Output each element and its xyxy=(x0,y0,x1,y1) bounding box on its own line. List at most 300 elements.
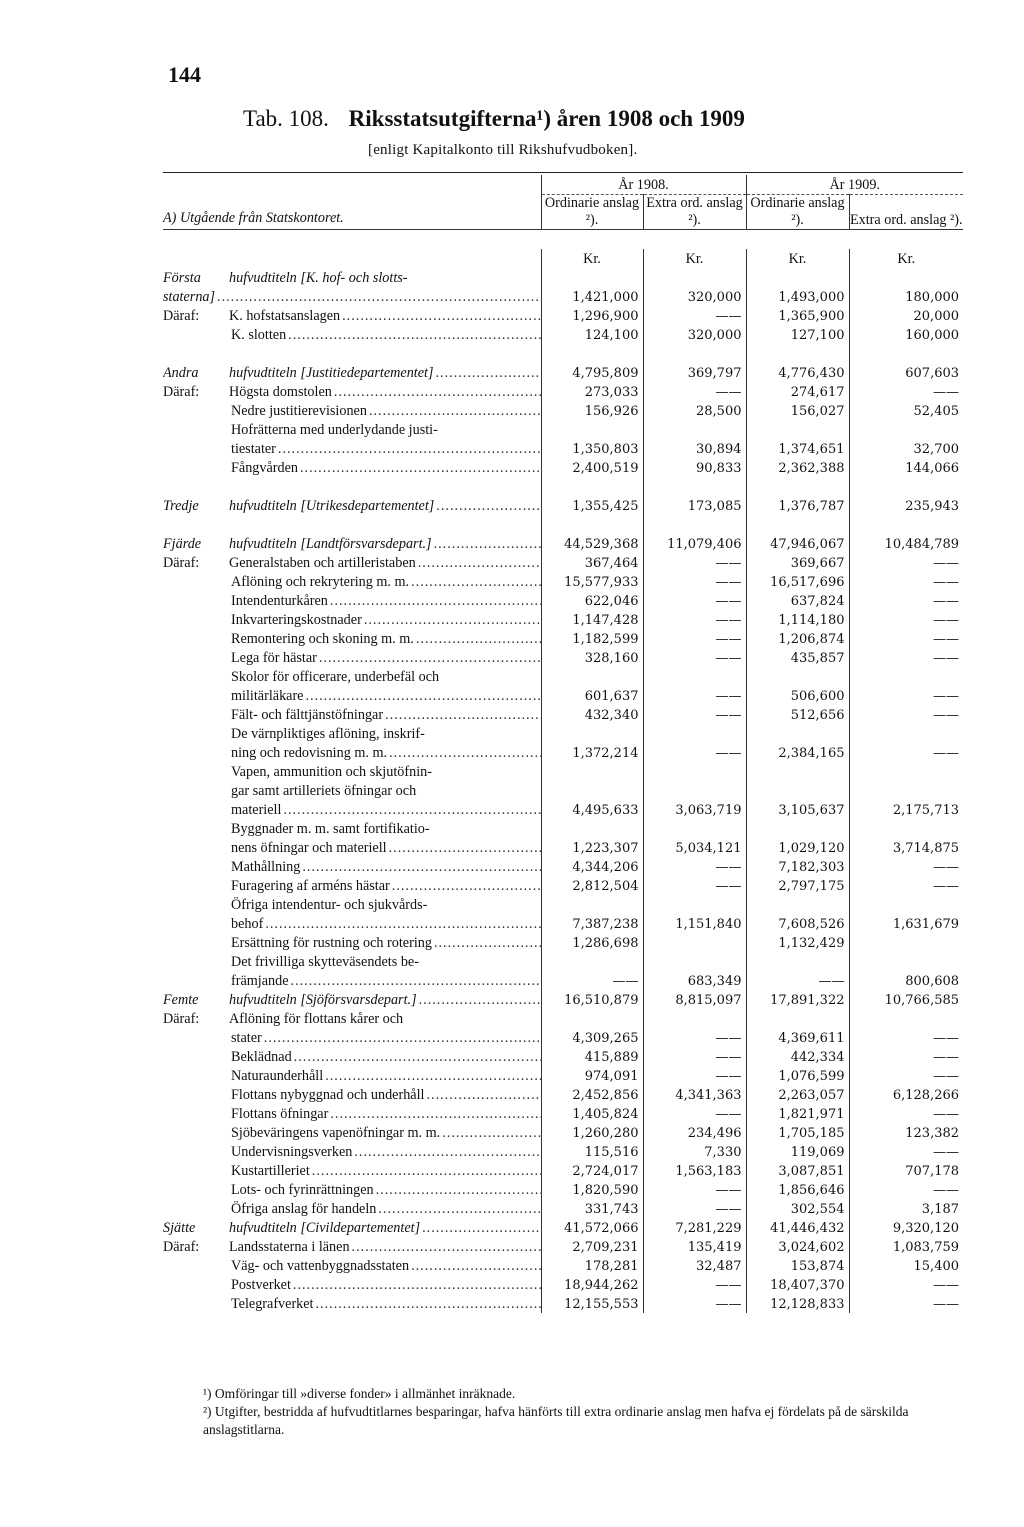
value-ord-1909: 2,362,388 xyxy=(746,458,849,477)
table-row xyxy=(163,363,963,382)
value-extra-1908: 3,063,719 xyxy=(643,800,746,819)
table-row xyxy=(163,1199,963,1218)
value-extra-1908 xyxy=(643,952,746,971)
row-label: K. slotten xyxy=(231,327,287,343)
dot-leader xyxy=(316,1296,541,1313)
value-extra-1909: 707,178 xyxy=(905,1164,960,1179)
value-extra-1908: 90,833 xyxy=(643,458,746,477)
table-row xyxy=(163,705,963,724)
row-label: materiell xyxy=(231,802,282,818)
value-ord-1909 xyxy=(746,895,849,914)
table-row xyxy=(163,382,963,401)
value-ord-1909: 127,100 xyxy=(746,325,849,344)
header-rule xyxy=(163,230,963,250)
value-ord-1908 xyxy=(541,268,643,287)
value-extra-1908: 369,797 xyxy=(643,363,746,382)
value-extra-1909: 123,382 xyxy=(905,1126,960,1141)
value-extra-1908: 1,151,840 xyxy=(643,914,746,933)
table-row xyxy=(163,1180,963,1199)
row-label: Mathållning xyxy=(231,859,301,875)
dot-leader xyxy=(217,289,540,306)
value-ord-1909: 1,076,599 xyxy=(746,1066,849,1085)
dot-leader xyxy=(434,536,541,553)
table-row xyxy=(163,534,963,553)
value-extra-1909: —— xyxy=(933,575,960,590)
table-row xyxy=(163,857,963,876)
dot-leader xyxy=(418,555,541,572)
row-label: De värnpliktiges aflöning, inskrif- xyxy=(231,726,425,742)
row-prefix: Däraf: xyxy=(163,1011,200,1027)
top-rule xyxy=(163,172,963,173)
value-extra-1908: 683,349 xyxy=(643,971,746,990)
value-ord-1908: 124,100 xyxy=(541,325,643,344)
value-ord-1909: 435,857 xyxy=(746,648,849,667)
row-label: Landsstaterna i länen xyxy=(229,1239,350,1255)
table-row xyxy=(163,781,963,800)
row-label: stater xyxy=(231,1030,262,1046)
row-label: Vapen, ammunition och skjutöfnin- xyxy=(231,764,432,780)
table-row xyxy=(163,1256,963,1275)
value-extra-1908: —— xyxy=(643,306,746,325)
row-prefix: Tredje xyxy=(163,498,199,514)
table-row xyxy=(163,1009,963,1028)
value-ord-1908: 41,572,066 xyxy=(541,1218,643,1237)
value-extra-1908: —— xyxy=(643,705,746,724)
dot-leader xyxy=(302,859,540,876)
value-extra-1909: —— xyxy=(933,1145,960,1160)
value-ord-1908: 1,182,599 xyxy=(541,629,643,648)
table-row xyxy=(163,401,963,420)
value-ord-1908: 2,724,017 xyxy=(541,1161,643,1180)
value-ord-1908: 622,046 xyxy=(541,591,643,610)
row-label: hufvudtiteln [K. hof- och slotts- xyxy=(229,270,408,286)
currency-row xyxy=(163,249,963,268)
value-extra-1909: 144,066 xyxy=(905,461,960,476)
value-ord-1909: 369,667 xyxy=(746,553,849,572)
value-ord-1909: 1,705,185 xyxy=(746,1123,849,1142)
row-label: gar samt artilleriets öfningar och xyxy=(231,783,417,799)
row-label: hufvudtiteln [Justitiedepartementet] xyxy=(229,365,434,381)
value-ord-1908: 4,495,633 xyxy=(541,800,643,819)
table-row xyxy=(163,762,963,781)
dot-leader xyxy=(376,1182,541,1199)
currency-label: Kr. xyxy=(541,249,643,268)
table-row xyxy=(163,268,963,287)
value-extra-1909 xyxy=(849,268,963,287)
value-extra-1909 xyxy=(849,420,963,439)
dot-leader xyxy=(411,1258,540,1275)
value-ord-1908: 2,452,856 xyxy=(541,1085,643,1104)
table-row xyxy=(163,1104,963,1123)
value-ord-1908: 1,286,698 xyxy=(541,933,643,952)
dot-leader xyxy=(426,1087,540,1104)
value-ord-1909 xyxy=(746,420,849,439)
value-extra-1908 xyxy=(643,1009,746,1028)
row-label: Ersättning för rustning och rotering xyxy=(231,935,432,951)
row-prefix: Däraf: xyxy=(163,384,200,400)
value-extra-1909: 10,484,789 xyxy=(884,537,960,552)
row-label: staterna] xyxy=(163,289,216,305)
dot-leader xyxy=(364,612,541,629)
row-label: Det frivilliga skytteväsendets be- xyxy=(231,954,419,970)
dot-leader xyxy=(278,441,541,458)
value-ord-1909: 512,656 xyxy=(746,705,849,724)
table-row xyxy=(163,686,963,705)
value-extra-1908: —— xyxy=(643,1066,746,1085)
header-years-row xyxy=(163,175,963,195)
value-ord-1909: 637,824 xyxy=(746,591,849,610)
header-columns-row xyxy=(163,195,963,230)
value-ord-1909: 1,856,646 xyxy=(746,1180,849,1199)
dot-leader xyxy=(319,650,541,667)
value-extra-1908: 320,000 xyxy=(643,325,746,344)
value-ord-1909: 1,374,651 xyxy=(746,439,849,458)
row-label: Lega för hästar xyxy=(231,650,317,666)
value-ord-1908: 18,944,262 xyxy=(541,1275,643,1294)
dot-leader xyxy=(378,1201,540,1218)
value-extra-1909: —— xyxy=(933,1297,960,1312)
row-label: Skolor för officerare, underbefäl och xyxy=(231,669,440,685)
dot-leader xyxy=(265,916,540,933)
row-label: K. hofstatsanslagen xyxy=(229,308,341,324)
value-ord-1908: 4,795,809 xyxy=(541,363,643,382)
value-extra-1909: —— xyxy=(933,613,960,628)
row-label: Inkvarteringskostnader xyxy=(231,612,362,628)
value-ord-1908 xyxy=(541,819,643,838)
value-ord-1908: 2,400,519 xyxy=(541,458,643,477)
value-extra-1908 xyxy=(643,762,746,781)
row-label: Fångvården xyxy=(231,460,298,476)
dot-leader xyxy=(442,1125,540,1142)
table-row xyxy=(163,724,963,743)
table-row xyxy=(163,800,963,819)
value-ord-1909: 3,087,851 xyxy=(746,1161,849,1180)
row-prefix: Sjätte xyxy=(163,1220,196,1236)
dot-leader xyxy=(369,403,541,420)
value-extra-1909: 32,700 xyxy=(913,442,960,457)
value-extra-1908: —— xyxy=(643,1047,746,1066)
dot-leader xyxy=(422,1220,540,1237)
value-ord-1909 xyxy=(746,1009,849,1028)
value-ord-1909 xyxy=(746,819,849,838)
value-extra-1908 xyxy=(643,667,746,686)
table-row xyxy=(163,648,963,667)
value-ord-1908: 601,637 xyxy=(541,686,643,705)
value-ord-1908 xyxy=(541,667,643,686)
value-ord-1909: 47,946,067 xyxy=(746,534,849,553)
row-label: Naturaunderhåll xyxy=(231,1068,324,1084)
dot-leader xyxy=(330,1106,540,1123)
value-extra-1908: —— xyxy=(643,572,746,591)
value-ord-1908 xyxy=(541,952,643,971)
table-heading: Riksstatsutgifterna¹) åren 1908 och 1909 xyxy=(348,106,745,131)
value-ord-1909: 2,263,057 xyxy=(746,1085,849,1104)
value-extra-1909: —— xyxy=(933,708,960,723)
value-ord-1908: 1,372,214 xyxy=(541,743,643,762)
value-ord-1909: 274,617 xyxy=(746,382,849,401)
value-extra-1909: 2,175,713 xyxy=(892,803,960,818)
value-ord-1908: 15,577,933 xyxy=(541,572,643,591)
value-ord-1908: 1,421,000 xyxy=(541,287,643,306)
value-extra-1909: —— xyxy=(933,1278,960,1293)
value-ord-1909: 1,376,787 xyxy=(746,496,849,515)
value-extra-1908: 1,563,183 xyxy=(643,1161,746,1180)
dot-leader xyxy=(436,365,541,382)
table-row xyxy=(163,1218,963,1237)
value-extra-1909: 1,631,679 xyxy=(892,917,960,932)
page-number: 144 xyxy=(168,62,201,87)
dot-leader xyxy=(419,992,541,1009)
table-row xyxy=(163,952,963,971)
value-extra-1908: 320,000 xyxy=(643,287,746,306)
dot-leader xyxy=(312,1163,541,1180)
value-ord-1909: 442,334 xyxy=(746,1047,849,1066)
value-ord-1909: 1,132,429 xyxy=(746,933,849,952)
dot-leader xyxy=(389,745,540,762)
value-extra-1908: —— xyxy=(643,686,746,705)
value-ord-1908: 1,147,428 xyxy=(541,610,643,629)
expenditure-table-container xyxy=(163,172,963,1313)
year-1909-header: År 1909. xyxy=(746,175,963,195)
value-ord-1909: 1,206,874 xyxy=(746,629,849,648)
value-extra-1908: 28,500 xyxy=(643,401,746,420)
currency-label: Kr. xyxy=(897,251,916,267)
value-extra-1909: —— xyxy=(933,1050,960,1065)
value-extra-1908: —— xyxy=(643,857,746,876)
row-label: Flottans öfningar xyxy=(231,1106,329,1122)
value-extra-1908 xyxy=(643,724,746,743)
table-row xyxy=(163,610,963,629)
value-extra-1909: —— xyxy=(933,651,960,666)
dot-leader xyxy=(385,707,540,724)
table-row xyxy=(163,572,963,591)
value-extra-1909: 160,000 xyxy=(905,328,960,343)
row-label: Telegrafverket xyxy=(231,1296,314,1312)
table-row xyxy=(163,591,963,610)
value-ord-1909: 1,114,180 xyxy=(746,610,849,629)
value-extra-1909 xyxy=(849,819,963,838)
table-row xyxy=(163,553,963,572)
row-label: Väg- och vattenbyggnadsstaten xyxy=(231,1258,410,1274)
value-extra-1909: 3,187 xyxy=(921,1202,960,1217)
table-row xyxy=(163,990,963,1009)
row-prefix: Fjärde xyxy=(163,536,202,552)
value-ord-1909: 506,600 xyxy=(746,686,849,705)
value-extra-1908: —— xyxy=(643,1294,746,1313)
value-ord-1909: 16,517,696 xyxy=(746,572,849,591)
value-ord-1908: 44,529,368 xyxy=(541,534,643,553)
dot-leader xyxy=(291,973,541,990)
value-ord-1908: 12,155,553 xyxy=(541,1294,643,1313)
table-row xyxy=(163,743,963,762)
table-row xyxy=(163,876,963,895)
value-extra-1908: 32,487 xyxy=(643,1256,746,1275)
section-label: A) Utgående från Statskontoret. xyxy=(163,195,541,230)
value-extra-1909: —— xyxy=(933,556,960,571)
spacer-row xyxy=(163,477,963,496)
value-ord-1909: 3,105,637 xyxy=(746,800,849,819)
value-ord-1909: 2,797,175 xyxy=(746,876,849,895)
value-extra-1909: 800,608 xyxy=(905,974,960,989)
value-ord-1909: 4,776,430 xyxy=(746,363,849,382)
dot-leader xyxy=(330,593,541,610)
value-extra-1908 xyxy=(643,933,746,952)
dot-leader xyxy=(411,574,540,591)
row-label: Byggnader m. m. samt fortifikatio- xyxy=(231,821,430,837)
value-ord-1909: 41,446,432 xyxy=(746,1218,849,1237)
currency-label: Kr. xyxy=(746,249,849,268)
row-prefix: Femte xyxy=(163,992,199,1008)
value-ord-1908: 2,812,504 xyxy=(541,876,643,895)
value-extra-1908 xyxy=(643,895,746,914)
value-ord-1908: 2,709,231 xyxy=(541,1237,643,1256)
row-label: Lots- och fyrinrättningen xyxy=(231,1182,374,1198)
value-ord-1909 xyxy=(746,952,849,971)
table-row xyxy=(163,667,963,686)
value-extra-1908: —— xyxy=(643,1199,746,1218)
value-ord-1909: 156,027 xyxy=(746,401,849,420)
value-ord-1909: 18,407,370 xyxy=(746,1275,849,1294)
value-extra-1909: 235,943 xyxy=(905,499,960,514)
value-extra-1909: 3,714,875 xyxy=(892,841,960,856)
value-extra-1908: —— xyxy=(643,1028,746,1047)
value-ord-1908 xyxy=(541,724,643,743)
table-row xyxy=(163,933,963,952)
table-row xyxy=(163,629,963,648)
value-ord-1908: 16,510,879 xyxy=(541,990,643,1009)
value-extra-1909: 20,000 xyxy=(913,309,960,324)
value-extra-1909: —— xyxy=(933,746,960,761)
value-extra-1909: —— xyxy=(933,879,960,894)
row-label: Kustartilleriet xyxy=(231,1163,310,1179)
value-ord-1909 xyxy=(746,667,849,686)
value-extra-1908 xyxy=(643,268,746,287)
value-ord-1908: 273,033 xyxy=(541,382,643,401)
row-label: hufvudtiteln [Sjöförsvarsdepart.] xyxy=(229,992,417,1008)
value-extra-1908: —— xyxy=(643,648,746,667)
value-ord-1908: 974,091 xyxy=(541,1066,643,1085)
spacer-row xyxy=(163,344,963,363)
value-extra-1908: 7,281,229 xyxy=(643,1218,746,1237)
col-extra-1908: Extra ord. anslag ²). xyxy=(643,195,746,230)
value-ord-1908: 178,281 xyxy=(541,1256,643,1275)
value-ord-1908: 1,820,590 xyxy=(541,1180,643,1199)
value-extra-1908: 234,496 xyxy=(643,1123,746,1142)
value-extra-1909: 1,083,759 xyxy=(892,1240,960,1255)
value-extra-1909: 9,320,120 xyxy=(892,1221,960,1236)
value-extra-1908: 135,419 xyxy=(643,1237,746,1256)
row-label: Öfriga anslag för handeln xyxy=(231,1201,377,1217)
dot-leader xyxy=(354,1144,540,1161)
value-ord-1908: —— xyxy=(541,971,643,990)
value-ord-1909 xyxy=(746,762,849,781)
table-row xyxy=(163,895,963,914)
value-ord-1909: 2,384,165 xyxy=(746,743,849,762)
dot-leader xyxy=(288,327,540,344)
value-extra-1908: —— xyxy=(643,1275,746,1294)
col-ordinarie-1909: Ordinarie anslag ²). xyxy=(746,195,849,230)
value-ord-1909: 12,128,833 xyxy=(746,1294,849,1313)
table-row xyxy=(163,1237,963,1256)
value-ord-1908: 7,387,238 xyxy=(541,914,643,933)
dot-leader xyxy=(389,840,541,857)
table-row xyxy=(163,306,963,325)
row-label: Beklädnad xyxy=(231,1049,292,1065)
value-extra-1909 xyxy=(849,762,963,781)
dot-leader xyxy=(294,1049,541,1066)
value-ord-1909: 1,493,000 xyxy=(746,287,849,306)
table-row xyxy=(163,1142,963,1161)
dot-leader xyxy=(283,802,540,819)
value-extra-1909: 180,000 xyxy=(905,290,960,305)
value-extra-1909 xyxy=(849,667,963,686)
table-title xyxy=(243,106,745,132)
col-ordinarie-1908: Ordinarie anslag ²). xyxy=(541,195,643,230)
value-extra-1909: —— xyxy=(933,1107,960,1122)
value-extra-1908: —— xyxy=(643,553,746,572)
row-label: Hofrätterna med underlydande justi- xyxy=(231,422,438,438)
table-row xyxy=(163,971,963,990)
value-extra-1908: —— xyxy=(643,629,746,648)
row-prefix: Däraf: xyxy=(163,1239,200,1255)
value-extra-1909: —— xyxy=(933,385,960,400)
dot-leader xyxy=(325,1068,540,1085)
table-row xyxy=(163,496,963,515)
dot-leader xyxy=(434,935,541,952)
value-ord-1909: 7,182,303 xyxy=(746,857,849,876)
table-row xyxy=(163,1066,963,1085)
value-extra-1909: —— xyxy=(933,860,960,875)
year-1908-header: År 1908. xyxy=(541,175,746,195)
value-extra-1908 xyxy=(643,781,746,800)
value-ord-1908 xyxy=(541,1009,643,1028)
value-extra-1908 xyxy=(643,420,746,439)
value-ord-1909: 4,369,611 xyxy=(746,1028,849,1047)
row-label: nens öfningar och materiell xyxy=(231,840,387,856)
row-label: Generalstaben och artilleristaben xyxy=(229,555,416,571)
dot-leader xyxy=(305,688,540,705)
value-extra-1909: 10,766,585 xyxy=(884,993,960,1008)
value-extra-1909 xyxy=(849,933,963,952)
table-row xyxy=(163,1294,963,1313)
value-ord-1908: 1,405,824 xyxy=(541,1104,643,1123)
value-ord-1909 xyxy=(746,781,849,800)
row-label: Aflöning och rekrytering m. m. xyxy=(231,574,410,590)
col-extra-1909: Extra ord. anslag ²). xyxy=(849,212,963,228)
table-row xyxy=(163,1085,963,1104)
row-label: behof xyxy=(231,916,264,932)
row-label: hufvudtiteln [Landtförsvarsdepart.] xyxy=(229,536,432,552)
value-ord-1909: —— xyxy=(746,971,849,990)
value-extra-1908: 8,815,097 xyxy=(643,990,746,1009)
value-extra-1909: 52,405 xyxy=(913,404,960,419)
value-extra-1908: 7,330 xyxy=(643,1142,746,1161)
table-row xyxy=(163,914,963,933)
value-extra-1909: —— xyxy=(933,1069,960,1084)
value-ord-1908: 1,260,280 xyxy=(541,1123,643,1142)
value-extra-1908: 11,079,406 xyxy=(643,534,746,553)
footnote-1: ¹) Omföringar till »diverse fonder» i allmänhet inräknade. xyxy=(203,1386,516,1401)
row-prefix: Första xyxy=(163,270,201,286)
row-label: Undervisningsverken xyxy=(231,1144,353,1160)
row-label: ning och redovisning m. m. xyxy=(231,745,388,761)
value-ord-1909: 119,069 xyxy=(746,1142,849,1161)
table-row xyxy=(163,439,963,458)
value-ord-1908: 367,464 xyxy=(541,553,643,572)
dot-leader xyxy=(264,1030,541,1047)
value-extra-1909 xyxy=(849,1009,963,1028)
table-row xyxy=(163,838,963,857)
